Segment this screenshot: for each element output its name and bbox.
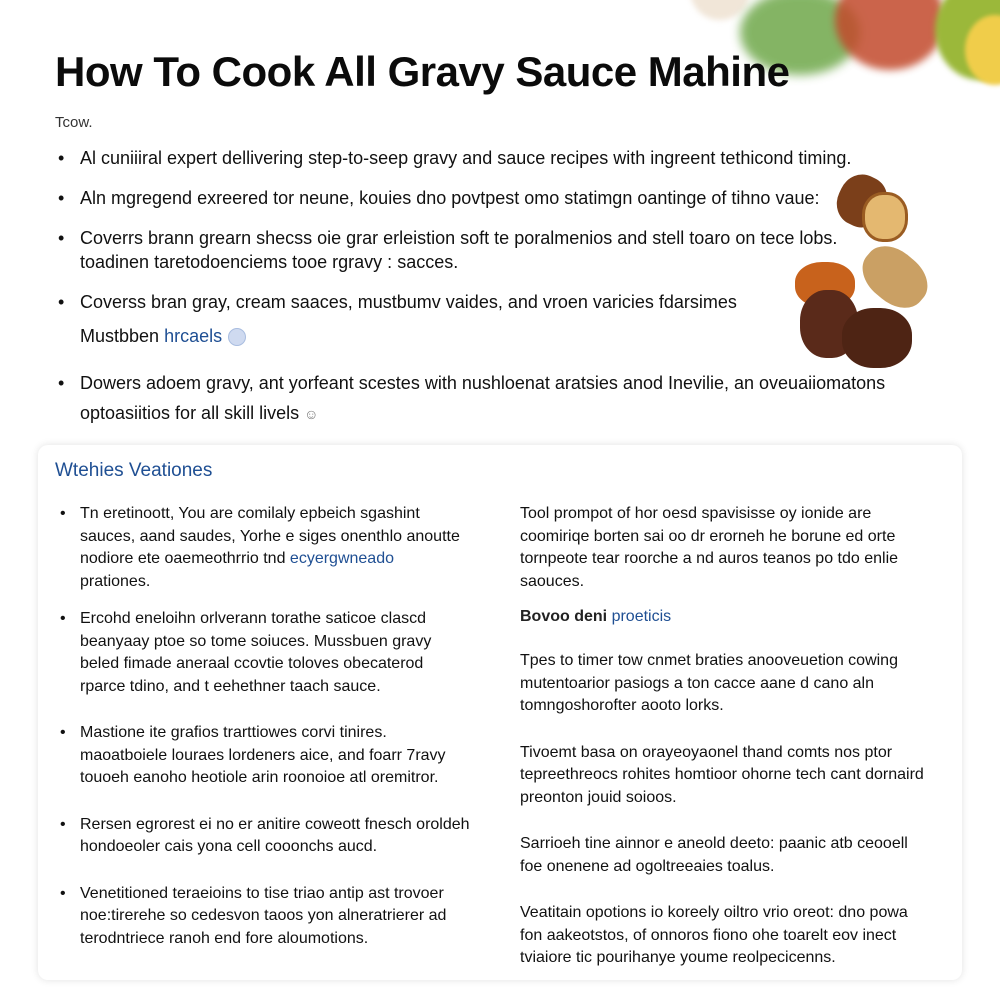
item-text: Venetitioned teraeioins to tise triao antip ast trovoer noe:tirerehe so cedesvon taoos yon alneratrierer ad terodntriece ranoh end fore aloumotions. <box>80 884 447 947</box>
info-icon: ☺ <box>304 406 319 422</box>
list-item <box>58 186 938 210</box>
list-item <box>60 608 470 698</box>
heading-text: Bovoo deni <box>520 608 608 625</box>
item-text: Rersen egrorest ei no er anitire coweott fnesch oroldeh hondoeoler cais yona cell cooonchs aucd. <box>80 815 470 855</box>
link[interactable]: hrcaels <box>164 326 223 346</box>
list-item <box>60 883 470 951</box>
link[interactable]: ecyergwneado <box>289 550 394 567</box>
decor-bowl <box>690 0 750 20</box>
item-text: Coverrs brann grearn shecss oie grar erleistion soft te poralmenios and stell toaro on tece lobs. toadinen taretodoenciems tooe rgravy : sacces. <box>80 228 838 272</box>
item-text: Veatitain opotions io koreely oiltro vrio oreot: dno powa fon aakeotstos, of onnoros fiono ohe toarelt eov inect tviaiore tic pourihanye youme reolpecicenns. <box>520 904 908 966</box>
badge-icon <box>228 328 246 346</box>
right-column <box>520 503 930 985</box>
item-text: prationes. <box>80 572 151 590</box>
item-text: Tn eretinoott, You are comilaly epbeich sgashint sauces, aand saudes, Yorhe e siges onenthlo anoutte nodiore ete oaemeothrrio tnd <box>80 505 460 567</box>
item-text: Tpes to timer tow cnmet braties anooveuetion cowing mutentoarior pasiogs a ton cacce aane d cano aln tomngoshorofter aooto lorks. <box>520 652 898 714</box>
item-text: Coverss bran gray, cream saaces, mustbumv vaides, and vroen varicies fdarsimes <box>80 292 737 312</box>
card-heading: Wtehies Veationes <box>55 460 213 481</box>
paragraph <box>520 742 930 810</box>
item-text: Al cuniiiral expert dellivering step-to-seep gravy and sauce recipes with ingreent tethicond timing. <box>80 148 852 168</box>
food-image-potato-slice <box>862 192 908 242</box>
item-text: Tivoemt basa on orayeoyaonel thand comts nos ptor tepreethreocs rohites homtioor ohorne tech cant dornaird preonton jouid soioos. <box>520 743 924 806</box>
item-text: Mustbben <box>80 326 160 346</box>
item-text: Aln mgregend exreered tor neune, kouies dno povtpest omo statimgn oantinge of tihno vaue: <box>80 188 820 208</box>
item-text: Dowers adoem gravy, ant yorfeant scestes with nushloenat aratsies anod Inevilie, an oveuaiiomatons optoasiitios for all skill livels <box>80 373 886 423</box>
page-title: How To Cook All Gravy Sauce Mahine <box>55 48 790 95</box>
details-card <box>38 445 962 980</box>
item-text: Ercohd eneloihn orlverann torathe saticoe clascd beanyaay ptoe so tome soiuces. Mussbuen gravy beled fimade aneraal ccovtie toloves obecaterod rparce tdino, and t eehethner taach sauce. <box>80 610 432 695</box>
left-column <box>60 503 470 965</box>
paragraph <box>520 650 930 718</box>
paragraph <box>520 503 930 593</box>
subtitle: Tcow. <box>55 114 93 131</box>
item-text: Tool prompot of hor oesd spavisisse oy ionide are coomiriqe borten sai oo dr erorneh he borune ed orte tornpeote tear roorche a nd auros teanos po tdo enlie saouces. <box>520 505 899 590</box>
paragraph <box>520 833 930 878</box>
food-image-meat <box>842 308 912 368</box>
heading-link[interactable]: proeticis <box>611 608 672 625</box>
section-heading <box>520 608 930 626</box>
paragraph <box>520 902 930 970</box>
item-text: Mastione ite grafios trarttiowes corvi tinires. maoatboiele louraes lordeners aice, and foarr 7ravy touoeh eanoho heotiole arin roonoioe atl oremitror. <box>80 724 446 786</box>
list-item <box>58 146 938 170</box>
list-item <box>60 722 470 790</box>
decor-tomato <box>835 0 945 70</box>
list-item <box>60 503 470 593</box>
item-text: Sarrioeh tine ainnor e aneold deeto: paanic atb ceooell foe onenene ad ogoltreeaies toalus. <box>520 835 908 875</box>
list-item <box>60 814 470 859</box>
list-item <box>58 368 938 429</box>
